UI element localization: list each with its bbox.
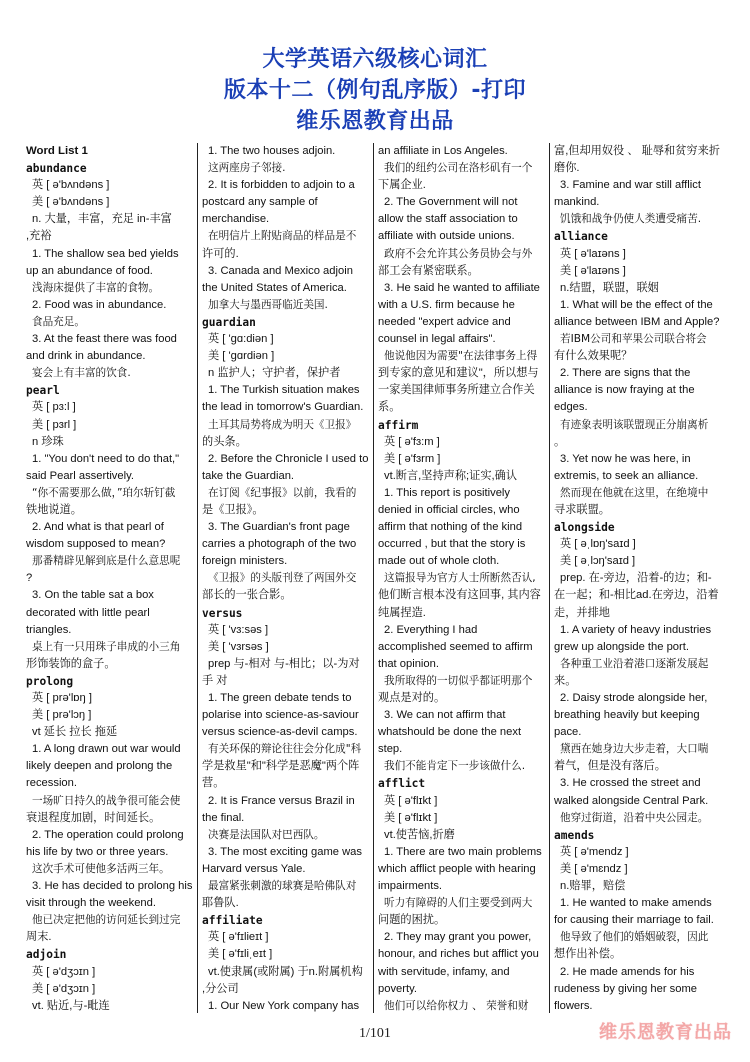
headword: amends (554, 828, 595, 842)
entry-line: vt. 贴近,与-毗连 (32, 999, 110, 1012)
entry-line: ,充裕 (26, 230, 52, 243)
entry-line: 英 [ ə'laɪəns ] (560, 247, 626, 260)
chinese-translation-line: 食品充足。 (32, 315, 85, 328)
column-1 (22, 143, 198, 1013)
chinese-translation-line: 我们不能肯定下一步该做什么. (384, 760, 526, 773)
chinese-translation-line: 他已决定把他的访问延长到过完 (32, 914, 181, 927)
entry-line: 美 [ əˌlɔŋ'saɪd ] (560, 555, 636, 568)
entry-line: 部工会有紧密联系。 (378, 264, 479, 277)
headword: alongside (554, 521, 615, 535)
entry-line: 衰退程度加剧，时间延长。 (26, 811, 161, 824)
entry-line: 。 (554, 435, 566, 448)
entry-line: 2. Before the Chronicle I used to (208, 452, 369, 465)
entry-line: 美 [ prə'lɔŋ ] (32, 709, 92, 722)
entry-line: 形饰装饰的盒子。 (26, 657, 116, 670)
entry-line: 2. There are signs that the (560, 367, 691, 380)
entry-line: ,分公司 (202, 982, 239, 995)
entry-line: 英 [ əˌlɒŋ'saɪd ] (560, 538, 636, 551)
entry-line: alliance between IBM and Apple? (554, 315, 720, 328)
headword: prolong (26, 674, 74, 688)
entry-line: vt.断言,坚持声称;证实,确认 (384, 469, 518, 482)
chinese-translation-line: 听力有障碍的人们主要受到两大 (384, 897, 533, 910)
entry-line: 1. A variety of heavy industries (560, 623, 712, 636)
chinese-translation-line: 有迹象表明该联盟现正分崩离析 (560, 418, 709, 431)
entry-line: 英 [ 'vɜ:səs ] (208, 623, 269, 636)
chinese-translation-line: 饥饿和战争仍使人类遭受痛苦. (560, 213, 702, 226)
chinese-translation-line: 他说他因为需要"在法律事务上得 (384, 350, 538, 363)
entry-line: vt.使隶属(或附属) 于n.附属机构 (208, 965, 363, 978)
chinese-translation-line: 他穿过街道，沿着中央公园走。 (560, 811, 709, 824)
entry-line: polarise into science-as-saviour (202, 709, 359, 722)
entry-line: n.结盟，联盟，联姻 (560, 281, 659, 294)
entry-line: that opinion. (378, 657, 439, 670)
entry-line: 部长的一张合影。 (202, 589, 292, 602)
entry-line: 英 [ ə'bʌndəns ] (32, 179, 110, 192)
chinese-translation-line: “你不需要那么做，”珀尔斩钉截 (32, 486, 176, 499)
entry-line: 英 [ ə'flɪkt ] (384, 794, 438, 807)
headword: abundance (26, 162, 87, 176)
entry-line: recession. (26, 777, 77, 790)
chinese-translation-line: 加拿大与墨西哥临近美国. (208, 298, 328, 311)
entry-line: 1. Our New York company has (208, 999, 360, 1012)
entry-line: 英 [ pɜ:l ] (32, 401, 76, 414)
entry-line: 着气，但是没有落后。 (554, 760, 666, 773)
entry-line: said Pearl assertively. (26, 469, 134, 482)
entry-line: 观点是对的。 (378, 692, 446, 704)
entry-line: 2. He made amends for his (560, 965, 695, 978)
entry-line: 3. At the feast there was food (32, 333, 177, 346)
entry-line: counsel in legal affairs". (378, 333, 496, 346)
headword: alliance (554, 230, 608, 244)
entry-line: n 珍珠 (32, 435, 64, 448)
chinese-translation-line: 在明信片上附贴商品的样品是不 (208, 230, 357, 243)
entry-line: impairments. (378, 880, 443, 893)
entry-line: poverty. (378, 982, 417, 995)
entry-line: 铁地说道。 (26, 503, 82, 516)
entry-line: breathing heavily but keeping (554, 709, 700, 722)
entry-line: 英 [ ə'mendz ] (560, 845, 629, 858)
entry-line: 3. He crossed the street and (560, 777, 701, 790)
entry-line: 2. Food was in abundance. (32, 298, 167, 311)
column-3 (374, 143, 550, 1013)
chinese-translation-line: 浅海床提供了丰富的食物。 (32, 281, 160, 294)
entry-line: flowers. (554, 999, 593, 1012)
entry-line: 美 [ 'gɑrdiən ] (208, 350, 275, 363)
entry-line: affiliate with outside unions. (378, 230, 515, 243)
entry-line: 英 [ 'gɑ:diən ] (208, 333, 274, 346)
entry-line: ? (26, 572, 33, 585)
entry-line: alliance is now fraying at the (554, 384, 695, 397)
entry-line: 富,但却用奴役 、 耻辱和贫穷来折 (554, 145, 720, 157)
headword: pearl (26, 384, 60, 398)
vocabulary-columns (22, 143, 728, 1013)
chinese-translation-line: 这次手术可使他多活两三年。 (32, 862, 170, 875)
entry-line: wisdom supposed to mean? (26, 538, 166, 551)
chinese-translation-line: 黛西在她身边大步走着，大口喘 (560, 743, 709, 756)
word-list-heading: Word List 1 (26, 145, 88, 157)
entry-line: foreign ministers. (202, 555, 288, 568)
entry-line: 1. The shallow sea bed yields (32, 247, 179, 260)
entry-line: merchandise. (202, 213, 270, 226)
entry-line: denied in official circles, who (378, 503, 520, 516)
entry-line: with a U.S. firm because he (378, 298, 515, 311)
entry-line: 3. Canada and Mexico adjoin (208, 264, 353, 277)
entry-line: 美 [ ə'laɪəns ] (560, 264, 626, 277)
headword: adjoin (26, 948, 67, 962)
entry-line: 学是救星"和"科学是恶魔"两个阵 (202, 760, 360, 773)
entry-line: n.赔罪，赔偿 (560, 880, 626, 893)
entry-line: 纯属捏造. (378, 606, 426, 619)
chinese-translation-line: 决赛是法国队对巴西队。 (208, 828, 325, 841)
entry-line: with servitude, infamy, and (378, 965, 510, 978)
publisher-line: 维乐恩教育出品 (296, 109, 454, 134)
chinese-translation-line: 政府不会允许其公务员协会与外 (384, 247, 533, 260)
entry-line: up an abundance of food. (26, 264, 153, 277)
entry-line: whatshould be done the next (378, 726, 522, 739)
entry-line: the lead in tomorrow's Guardian. (202, 401, 364, 414)
entry-line: postcard any sample of (202, 196, 318, 209)
entry-line: 系。 (378, 401, 401, 414)
entry-line: 2. Everything I had (384, 623, 478, 636)
chinese-translation-line: 在订阅《纪事报》以前，我看的 (208, 486, 357, 499)
entry-line: 走，并排地 (554, 606, 610, 619)
entry-line: honour, and riches but afflict you (378, 948, 539, 961)
entry-line: 英 [ ə'fɪlieɪt ] (208, 931, 269, 944)
entry-line: 问题的困扰。 (378, 914, 446, 927)
entry-line: 来。 (554, 674, 577, 687)
entry-line: 是《卫报》。 (202, 503, 264, 516)
entry-line: 1. He wanted to make amends (560, 897, 712, 910)
entry-line: 2. The Government will not (384, 196, 518, 209)
entry-line: 寻求联盟。 (554, 503, 610, 516)
entry-line: 1. There are two main problems (384, 845, 542, 858)
entry-line: 英 [ prə'lɒŋ ] (32, 692, 92, 704)
entry-line: 3. The Guardian's front page (208, 521, 350, 534)
entry-line: 1. The two houses adjoin. (208, 145, 336, 157)
entry-line: 1. This report is positively (384, 486, 511, 499)
headword: affiliate (202, 914, 263, 928)
entry-line: step. (378, 743, 403, 756)
entry-line: 下属企业. (378, 179, 426, 192)
entry-line: allow the staff association to (378, 213, 518, 226)
chinese-translation-line: 他导致了他们的婚姻破裂，因此 (560, 931, 709, 944)
entry-line: 美 [ ə'mɛndz ] (560, 862, 628, 875)
chinese-translation-line: 最富紧张刺激的球赛是哈佛队对 (208, 880, 357, 893)
entry-line: versus science-as-devil camps. (202, 726, 358, 739)
entry-line: 英 [ ə'dʒɔɪn ] (32, 965, 96, 978)
entry-line: 3. On the table sat a box (32, 589, 154, 602)
chinese-translation-line: 桌上有一只用珠子串成的小三角 (32, 640, 181, 653)
chinese-translation-line: 我们的纽约公司在洛杉矶有一个 (384, 162, 533, 175)
entry-line: rudeness by giving her some (554, 982, 698, 995)
chinese-translation-line: 他们可以给你权力 、 荣誉和财 (384, 999, 529, 1012)
headword: guardian (202, 315, 256, 329)
entry-line: 他们断言根本没有这回事, 其内容 (378, 589, 541, 602)
document-header (0, 44, 750, 137)
entry-line: 1. A long drawn out war would (32, 743, 181, 756)
entry-line: decorated with little pearl (26, 606, 150, 619)
entry-line: take the Guardian. (202, 469, 295, 482)
entry-line: affirm that nothing of the kind (378, 521, 523, 534)
document-subtitle: 版本十二（例句乱序版）-打印 (223, 78, 527, 103)
entry-line: 2. And what is that pearl of (32, 521, 164, 534)
chinese-translation-line: 这两座房子邻接. (208, 162, 286, 175)
chinese-translation-line: 有关环保的辩论往往会分化成"科 (208, 743, 362, 756)
entry-line: 2. They may grant you power, (384, 931, 532, 944)
chinese-translation-line: 这篇报导为官方人士所断然否认, (384, 572, 536, 585)
entry-line: 3. The most exciting game was (208, 845, 363, 858)
headword: affirm (378, 418, 419, 432)
chinese-translation-line: 我所取得的一切似乎都证明那个 (384, 674, 533, 687)
entry-line: 3. We can not affirm that (384, 709, 506, 722)
entry-line: 有什么效果呢？ (554, 350, 633, 363)
entry-line: occurred , but that the story is (378, 538, 526, 551)
entry-line: extremis, to seek an alliance. (554, 469, 699, 482)
entry-line: grew up alongside the port. (554, 640, 689, 653)
entry-line: 到专家的意见和建议"，所以想与 (378, 367, 539, 380)
entry-line: 2. Daisy strode alongside her, (560, 692, 708, 704)
entry-line: pace. (554, 726, 582, 739)
entry-line: 想作出补偿。 (554, 948, 622, 961)
page-number: 1/101 (359, 1026, 391, 1041)
column-4 (550, 143, 726, 1013)
entry-line: which afflict people with hearing (378, 862, 536, 875)
entry-line: 美 [ pɜrl ] (32, 418, 77, 431)
entry-line: 2. It is forbidden to adjoin to a (208, 179, 355, 192)
entry-line: 美 [ ə'dʒɔɪn ] (32, 982, 96, 995)
column-2 (198, 143, 374, 1013)
entry-line: 1. The green debate tends to (208, 692, 352, 704)
entry-line: 耶鲁队. (202, 897, 239, 910)
entry-line: 3. Famine and war still afflict (560, 179, 701, 192)
entry-line: 3. Yet now he was here, in (560, 452, 691, 465)
chinese-translation-line: 那番精辟见解到底是什么意思呢 (32, 555, 181, 568)
entry-line: 1. What will be the effect of the (560, 298, 713, 311)
entry-line: 美 [ ə'fɜrm ] (384, 452, 441, 465)
chinese-translation-line: 土耳其局势将成为明天《卫报》 (208, 418, 357, 431)
entry-line: vt 延长 拉长 拖延 (32, 726, 118, 739)
entry-line: walked alongside Central Park. (554, 794, 709, 807)
entry-line: 的头条。 (202, 435, 247, 448)
entry-line: 在一起；和-相比ad.在旁边，沿着 (554, 589, 719, 602)
entry-line: 1. "You don't need to do that," (32, 452, 180, 465)
entry-line: needed "expert advice and (378, 315, 511, 328)
entry-line: prep 与-相对 与-相比；以-为对 (208, 657, 360, 670)
entry-line: 磨你. (554, 162, 580, 175)
entry-line: 1. The Turkish situation makes (208, 384, 360, 397)
entry-line: an affiliate in Los Angeles. (378, 145, 508, 157)
entry-line: 美 [ ə'flɪkt ] (384, 811, 438, 824)
entry-line: 英 [ ə'fɜ:m ] (384, 435, 440, 448)
chinese-translation-line: 宴会上有丰富的饮食. (32, 367, 131, 380)
entry-line: 许可的. (202, 247, 239, 260)
entry-line: 美 [ 'vɜrsəs ] (208, 640, 269, 653)
entry-line: carries a photograph of the two (202, 538, 357, 551)
entry-line: the final. (202, 811, 245, 824)
entry-line: his life by two or three years. (26, 845, 169, 858)
entry-line: 一家美国律师事务所建立合作关 (378, 384, 535, 397)
entry-line: 周末. (26, 931, 52, 944)
entry-line: triangles. (26, 623, 72, 636)
entry-line: 营。 (202, 777, 225, 790)
entry-line: Harvard versus Yale. (202, 862, 306, 875)
headword: afflict (378, 777, 426, 791)
entry-line: 2. The operation could prolong (32, 828, 184, 841)
entry-line: 3. He said he wanted to affiliate (384, 281, 540, 294)
chinese-translation-line: 各种重工业沿着港口逐渐发展起 (560, 657, 709, 670)
entry-line: vt.使苦恼,折磨 (384, 828, 455, 841)
entry-line: prep. 在-旁边，沿着-的边；和- (560, 572, 712, 585)
entry-line: for causing their marriage to fail. (554, 914, 714, 927)
chinese-translation-line: 若IBM公司和苹果公司联合将会 (560, 333, 707, 346)
headword: versus (202, 606, 243, 620)
chinese-translation-line: 《卫报》的头版刊登了两国外交 (208, 572, 357, 585)
entry-line: accomplished seemed to affirm (378, 640, 533, 653)
entry-line: n. 大量，丰富，充足 in-丰富 (32, 213, 172, 226)
chinese-translation-line: 一场旷日持久的战争很可能会使 (32, 794, 181, 807)
entry-line: and drink in abundance. (26, 350, 146, 363)
entry-line: made out of whole cloth. (378, 555, 500, 568)
entry-line: 2. It is France versus Brazil in (208, 794, 355, 807)
entry-line: edges. (554, 401, 588, 414)
entry-line: 3. He has decided to prolong his (32, 880, 193, 893)
entry-line: 美 [ ə'bʌndəns ] (32, 196, 110, 209)
entry-line: 美 [ ə'fɪliˌeɪt ] (208, 948, 273, 961)
entry-line: 手 对 (202, 674, 228, 687)
document-title: 大学英语六级核心词汇 (262, 47, 488, 72)
publisher-watermark: 维乐恩教育出品 (599, 1022, 732, 1043)
entry-line: n 监护人；守护者，保护者 (208, 367, 341, 380)
chinese-translation-line: 然而现在他就在这里，在绝境中 (560, 486, 709, 499)
entry-line: the United States of America. (202, 281, 347, 294)
entry-line: mankind. (554, 196, 600, 209)
entry-line: likely deepen and prolong the (26, 760, 173, 773)
entry-line: visit through the weekend. (26, 897, 156, 910)
